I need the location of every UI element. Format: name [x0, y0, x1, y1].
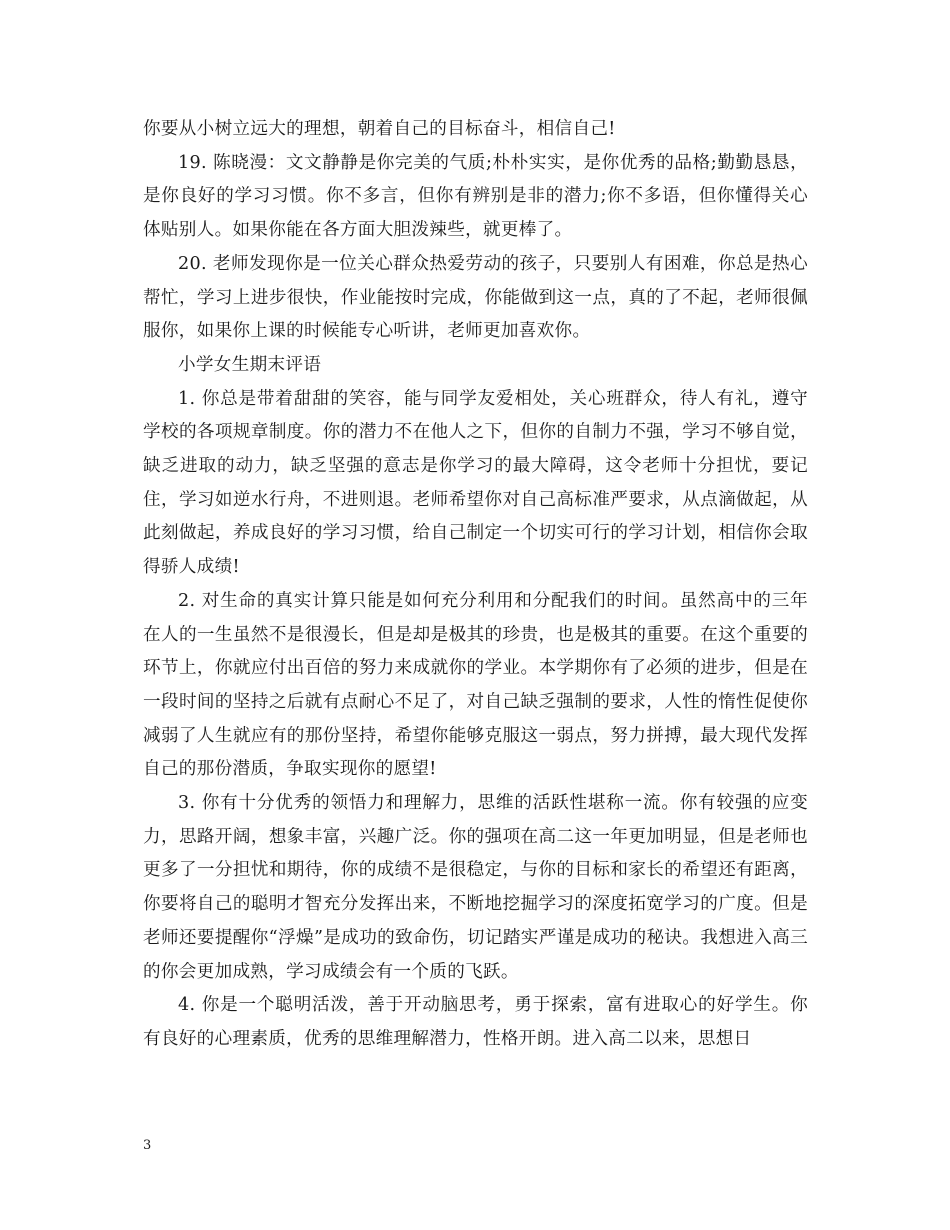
section-heading: 小学女生期末评语: [178, 354, 322, 375]
paragraph-comment-4: 4. 你是一个聪明活泼，善于开动脑思考，勇于探索，富有进取心的好学生。你有良好的心理素质，优秀的思维理解潜力，性格开朗。进入高二以来，思想日: [143, 995, 808, 1049]
paragraph-comment-20: 20. 老师发现你是一位关心群众热爱劳动的孩子，只要别人有困难，你总是热心帮忙，学习上进步很快，作业能按时完成，你能做到这一点，真的了不起，老师很佩服你，如果你上课的时候能专心听讲，老师更加喜欢你。: [143, 253, 808, 342]
paragraph-comment-3: 3. 你有十分优秀的领悟力和理解力，思维的活跃性堪称一流。你有较强的应变力，思路开阔，想象丰富，兴趣广泛。你的强项在高二这一年更加明显，但是老师也更多了一分担忧和期待，你的成绩不是很稳定，与你的目标和家长的希望还有距离，你要将自己的聪明才智充分发挥出来，不断地挖掘学习的深度拓宽学习的广度。但是老师还要提醒你“浮燥”是成功的致命伤，切记踏实严谨是成功的秘诀。我想进入高三的你会更加成熟，学习成绩会有一个质的飞跃。: [143, 793, 808, 982]
page-number: 3: [143, 1138, 152, 1153]
document-body: [143, 113, 808, 1057]
paragraph-comment-2: 2. 对生命的真实计算只能是如何充分利用和分配我们的时间。虽然高中的三年在人的一生虽然不是很漫长，但是却是极其的珍贵，也是极其的重要。在这个重要的环节上，你就应付出百倍的努力来成就你的学业。本学期你有了必须的进步，但是在一段时间的坚持之后就有点耐心不足了，对自己缺乏强制的要求，人性的惰性促使你减弱了人生就应有的那份坚持，希望你能够克服这一弱点，努力拼搏，最大现代发挥自己的那份潜质，争取实现你的愿望!: [143, 590, 808, 780]
paragraph-comment-19: 19. 陈晓漫：文文静静是你完美的气质;朴朴实实，是你优秀的品格;勤勤恳恳，是你良好的学习习惯。你不多言，但你有辨别是非的潜力;你不多语，但你懂得关心体贴别人。如果你能在各方面大胆泼辣些，就更棒了。: [143, 152, 808, 241]
paragraph-comment-1: 1. 你总是带着甜甜的笑容，能与同学友爱相处，关心班群众，待人有礼，遵守学校的各项规章制度。你的潜力不在他人之下，但你的自制力不强，学习不够自觉，缺乏进取的动力，缺乏坚强的意志是你学习的最大障碍，这令老师十分担忧，要记住，学习如逆水行舟，不进则退。老师希望你对自己高标准严要求，从点滴做起，从此刻做起，养成良好的学习习惯，给自己制定一个切实可行的学习计划，相信你会取得骄人成绩!: [143, 388, 808, 578]
paragraph-continuation: 你要从小树立远大的理想，朝着自己的目标奋斗，相信自己!: [143, 119, 616, 139]
